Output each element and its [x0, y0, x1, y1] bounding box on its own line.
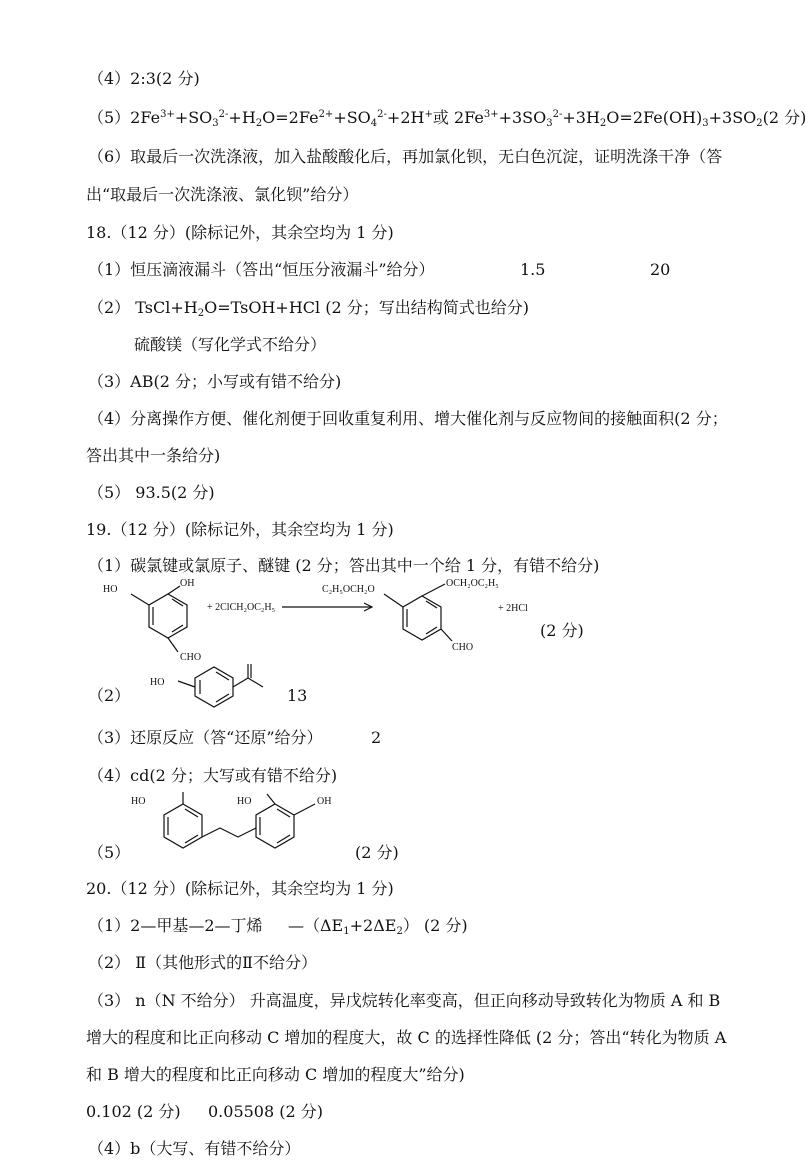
byproduct-label: + 2HCl: [498, 603, 528, 614]
question-18-heading: 18.（12 分）(除标记外，其余空均为 1 分): [86, 223, 394, 242]
q18-answer-4-line2: 答出其中一条给分): [86, 446, 221, 465]
answer-5-equation: $(5)2Fe^{3+}+SO_3^{2-}+H_2O=2Fe^{2+}+SO_4^{2-}+2H^+$或 $2Fe^{3+}+3SO_3^{2-}+3H_2O=2Fe(OH)_3+3SO_2(2$ 分): [88, 108, 806, 129]
q19-answer-2-label: （2）: [88, 686, 131, 705]
hydroxyacetophenone-structure: [140, 660, 300, 710]
product-structure: [322, 578, 499, 653]
q19-answer-3: （3）还原反应（答“还原”给分）: [88, 728, 323, 747]
q18-answer-4-line1: （4）分离操作方便、催化剂便于回收重复利用、增大催化剂与反应物间的接触面积(2 分；: [88, 409, 728, 428]
q20-answer-3-line1: （3） n（N 不给分） 升高温度，异戊烷转化率变高，但正向移动导致转化为物质 A 和 B: [88, 991, 721, 1010]
reactant-oh-label: OH: [180, 578, 195, 589]
q19-answer-5-label: （5）: [88, 843, 131, 862]
answer-6-line1: （6）取最后一次洗涤液，加入盐酸酸化后，再加氯化钡，无白色沉淀，证明洗涤干净（答: [88, 147, 723, 166]
q18-answer-1-value2: 20: [650, 260, 671, 279]
hydroxy-ho-label: HO: [150, 677, 165, 688]
question-20-heading: 20.（12 分）(除标记外，其余空均为 1 分): [86, 879, 394, 898]
q18-answer-2: （2） $TsCl+H_2O=TsOH+HCl$ (2 分；写出结构简式也给分): [88, 298, 529, 319]
q19-answer-4: （4）cd(2 分；大写或有错不给分): [88, 766, 338, 785]
q20-value-2: 0.05508 (2 分): [208, 1102, 324, 1121]
q18-answer-2b: 硫酸镁（写化学式不给分）: [134, 335, 327, 354]
q19-answer-5-points: (2 分): [355, 843, 399, 862]
structure-ho-middle: HO: [237, 796, 252, 807]
q19-answer-3-value: 2: [371, 728, 382, 747]
product-left-group: C₂H₅OCH₂O: [322, 584, 375, 595]
reagent-label: + 2ClCH₂OC₂H₅: [207, 602, 276, 613]
diphenylpropane-structure: [125, 790, 385, 870]
q19-answer-1: （1）碳氯键或氯原子、醚键 (2 分；答出其中一个给 1 分，有错不给分): [88, 556, 600, 575]
reactant-cho-label: CHO: [180, 652, 202, 663]
q19-answer-2-value: 13: [287, 686, 308, 705]
reaction-scheme: [0, 570, 800, 670]
q18-answer-1: （1）恒压滴液漏斗（答出“恒压分液漏斗”给分）: [88, 260, 435, 279]
q18-answer-5: （5） 93.5(2 分): [88, 483, 215, 502]
q20-answer-1: （1）2—甲基—2—丁烯 $—(\Delta E_1+2\Delta E_2)$ (2 分): [88, 916, 468, 937]
structure-ho-left: HO: [131, 796, 146, 807]
q20-answer-2: （2） Ⅱ（其他形式的Ⅱ不给分）: [88, 953, 318, 972]
q20-answer-4: （4）b（大写、有错不给分）: [88, 1139, 301, 1158]
reactant-structure: [103, 578, 201, 663]
answer-4: （4）2:3(2 分): [88, 69, 200, 88]
structure-oh-right: OH: [317, 796, 332, 807]
q18-answer-1-value1: 1.5: [520, 260, 546, 279]
q20-value-1: 0.102 (2 分): [86, 1102, 181, 1121]
answer-6-line2: 出“取最后一次洗涤液、氯化钡”给分）: [86, 185, 359, 204]
reactant-ho-label: HO: [103, 584, 118, 595]
q20-answer-3-line2: 增大的程度和比正向移动 C 增加的程度大，故 C 的选择性降低 (2 分；答出“转化为物质 A: [86, 1028, 727, 1047]
product-cho-label: CHO: [452, 642, 474, 653]
reaction-points: (2 分): [540, 621, 584, 640]
question-19-heading: 19.（12 分）(除标记外，其余空均为 1 分): [86, 520, 394, 539]
product-right-group: OCH₂OC₂H₅: [446, 578, 499, 589]
q18-answer-3: （3）AB(2 分；小写或有错不给分): [88, 372, 342, 391]
q20-answer-3-line3: 和 B 增大的程度和比正向移动 C 增加的程度大”给分): [86, 1065, 465, 1084]
